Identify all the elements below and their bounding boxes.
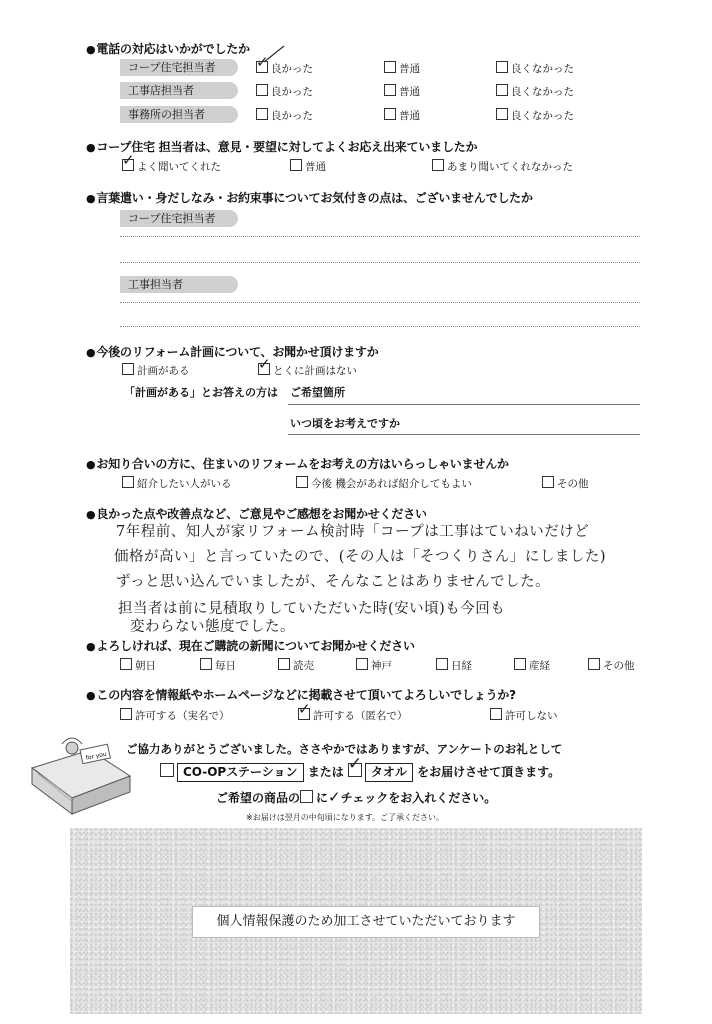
q1-row1-opt3[interactable]: 良くなかった (496, 61, 574, 76)
checkbox[interactable] (432, 159, 444, 171)
checkbox[interactable] (496, 108, 508, 120)
q8-question: ● この内容を情報紙やホームページなどに掲載させて頂いてよろしいでしょうか? (86, 686, 516, 703)
q7-opt-sankei[interactable]: 産経 (514, 658, 550, 673)
thanks-line-3a: ご希望の商品の (216, 791, 301, 805)
q1-row2-opt2[interactable]: 普通 (384, 84, 420, 99)
checkmark-icon: ✓ (298, 700, 311, 718)
coop-station-option[interactable]: CO-OPステーション (177, 763, 304, 782)
q2-opt1[interactable]: ✓ よく聞いてくれた (122, 151, 221, 173)
q7-opt-yomiuri[interactable]: 読売 (278, 658, 314, 673)
q7-opt-other[interactable]: その他 (588, 658, 635, 673)
thanks-line-3c: チェックをお入れください。 (340, 791, 497, 805)
handwriting-line-3: ずっと思い込んでいましたが、そんなことはありませんでした。 (116, 574, 551, 590)
checkbox[interactable] (514, 658, 526, 670)
thanks-line-2-end: をお届けさせて頂きます。 (417, 765, 561, 779)
q1-row1-label: コープ住宅担当者 (120, 59, 238, 76)
q1-row3-opt3[interactable]: 良くなかった (496, 108, 574, 123)
checkbox[interactable] (496, 84, 508, 96)
thanks-line-3 (216, 788, 496, 806)
q3-question: ● 言葉遣い・身だしなみ・お約束事についてお気付きの点は、ございませんでしたか (86, 189, 533, 206)
checkbox[interactable] (200, 658, 212, 670)
checkmark-icon: ✓ (347, 754, 363, 774)
towel-checkbox[interactable] (347, 754, 363, 777)
thanks-line-2 (160, 754, 561, 782)
handwriting-line-2: 価格が高い」と言っていたので、(その人は「そつくりさん」にしました) (114, 549, 607, 565)
checkbox[interactable] (384, 84, 396, 96)
checkmark-icon: ✓ (328, 788, 341, 806)
checkbox[interactable] (296, 476, 308, 488)
checkbox[interactable] (278, 658, 290, 670)
q4-opt2[interactable]: ✓ とくに計画はない (258, 355, 357, 377)
delivery-note: ※お届けは翌月の中旬頃になります。ご了承ください。 (246, 813, 445, 822)
q1-row3-label: 事務所の担当者 (120, 106, 238, 123)
thanks-line-1: ご協力ありがとうございました。ささやかではありますが、アンケートのお礼として (126, 742, 563, 756)
q1-row1-opt2[interactable]: 普通 (384, 61, 420, 76)
handwriting-line-5: 変わらない態度でした。 (130, 619, 295, 635)
checkbox[interactable] (436, 658, 448, 670)
checkbox[interactable] (290, 159, 302, 171)
q7-opt-mainichi[interactable]: 毎日 (200, 658, 236, 673)
checkbox[interactable] (588, 658, 600, 670)
checkbox[interactable] (496, 61, 508, 73)
q8-opt3[interactable]: 許可しない (490, 708, 558, 723)
checkmark-stroke-icon (262, 44, 286, 66)
q7-question: ● よろしければ、現在ご購読の新聞についてお聞かせください (86, 637, 415, 654)
q4-question: ● 今後のリフォーム計画について、お聞かせ頂けますか (86, 343, 379, 360)
dotted-line (120, 236, 640, 237)
q5-question: ● お知り合いの方に、住まいのリフォームをお考えの方はいらっしゃいませんか (86, 455, 509, 472)
q1-question: ● 電話の対応はいかがでしたか (86, 40, 250, 57)
underline (288, 404, 640, 405)
checkbox[interactable] (256, 84, 268, 96)
checkbox[interactable] (384, 61, 396, 73)
q1-row2-opt1[interactable]: 良かった (256, 84, 313, 99)
q1-row3-opt2[interactable]: 普通 (384, 108, 420, 123)
checkmark-icon: ✓ (256, 53, 269, 71)
q3-label1: コープ住宅担当者 (120, 210, 238, 227)
q5-opt1[interactable]: 紹介したい人がいる (122, 476, 232, 491)
dotted-line (120, 326, 640, 327)
checkbox[interactable] (120, 658, 132, 670)
q2-opt2[interactable]: 普通 (290, 159, 326, 174)
or-text: または (307, 765, 344, 779)
dotted-line (120, 302, 640, 303)
checkmark-icon: ✓ (122, 151, 135, 169)
sample-box-icon (300, 790, 313, 803)
q7-opt-nikkei[interactable]: 日経 (436, 658, 472, 673)
q8-opt2[interactable]: ✓ 許可する（匿名で） (298, 700, 408, 722)
handwriting-line-4: 担当者は前に見積取りしていただいた時(安い頃)も今回も (118, 601, 506, 617)
towel-option[interactable]: タオル (365, 763, 413, 782)
q5-opt2[interactable]: 今後 機会があれば紹介してもよい (296, 476, 472, 491)
checkbox[interactable] (120, 708, 132, 720)
coop-station-checkbox[interactable] (160, 763, 174, 777)
q2-opt3[interactable]: あまり聞いてくれなかった (432, 159, 573, 174)
checkbox[interactable] (384, 108, 396, 120)
checkbox[interactable] (122, 363, 134, 375)
handwriting-line-1: 7年程前、知人が家リフォーム検討時「コープは工事はていねいだけど (116, 524, 590, 540)
checkmark-icon: ✓ (258, 355, 271, 373)
q4-sub-label: 「計画がある」とお答えの方は (124, 386, 278, 399)
q8-opt1[interactable]: 許可する（実名で） (120, 708, 230, 723)
checkbox[interactable] (542, 476, 554, 488)
checkbox[interactable] (298, 700, 311, 720)
dotted-line (120, 262, 640, 263)
q1-row1-opt1[interactable]: ✓ 良かった (256, 53, 313, 75)
gift-tag-text: for you (85, 750, 108, 762)
gift-book-icon (28, 728, 134, 816)
checkbox[interactable] (122, 476, 134, 488)
q6-question: ● 良かった点や改善点など、ご意見やご感想をお聞かせください (86, 505, 427, 522)
checkbox[interactable] (356, 658, 368, 670)
underline (288, 434, 640, 435)
checkbox[interactable] (258, 355, 271, 375)
checkbox[interactable] (122, 151, 135, 171)
checkbox[interactable] (256, 108, 268, 120)
privacy-notice: 個人情報保護のため加工させていただいております (192, 906, 540, 938)
q4-opt1[interactable]: 計画がある (122, 363, 190, 378)
q3-label2: 工事担当者 (120, 276, 238, 293)
q5-opt3[interactable]: その他 (542, 476, 589, 491)
q4-field1-label: ご希望箇所 (290, 386, 345, 399)
q2-question: ● コープ住宅 担当者は、意見・要望に対してよくお応え出来ていましたか (86, 138, 477, 155)
q1-row2-opt3[interactable]: 良くなかった (496, 84, 574, 99)
thanks-line-3b: に (316, 791, 329, 805)
q7-opt-asahi[interactable]: 朝日 (120, 658, 156, 673)
checkbox[interactable] (490, 708, 502, 720)
q7-opt-kobe[interactable]: 神戸 (356, 658, 392, 673)
q1-row2-label: 工事店担当者 (120, 82, 238, 99)
q1-row3-opt1[interactable]: 良かった (256, 108, 313, 123)
q4-field2-label: いつ頃をお考えですか (290, 417, 400, 430)
